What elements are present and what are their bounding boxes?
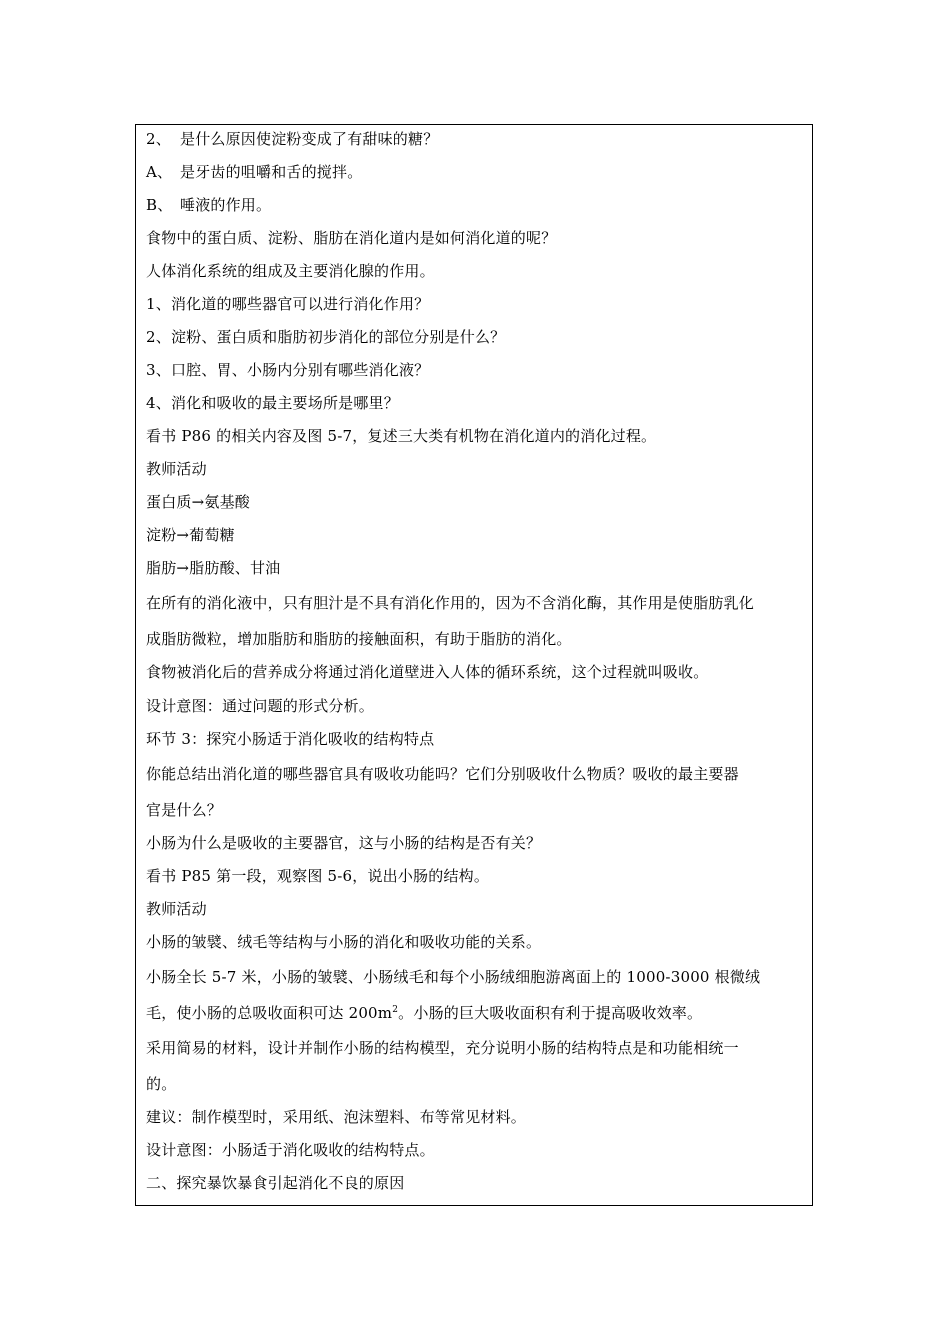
text-line: 官是什么？ — [146, 801, 223, 819]
text-line: 采用简易的材料，设计并制作小肠的结构模型，充分说明小肠的结构特点是和功能相统一 — [146, 1039, 739, 1057]
text-line: 3、口腔、胃、小肠内分别有哪些消化液？ — [146, 361, 430, 379]
text-line: B、 唾液的作用。 — [146, 196, 272, 214]
text-line: 食物中的蛋白质、淀粉、脂肪在消化道内是如何消化道的呢？ — [146, 229, 557, 247]
text-line: 2、淀粉、蛋白质和脂肪初步消化的部位分别是什么？ — [146, 328, 506, 346]
text-line: 食物被消化后的营养成分将通过消化道壁进入人体的循环系统，这个过程就叫吸收。 — [146, 663, 709, 681]
line-marker: 2、 — [146, 130, 171, 148]
text-line: 毛，使小肠的总吸收面积可达 $200m^2$。小肠的巨大吸收面积有利于提高吸收效率。 — [146, 1004, 703, 1022]
text-line: 教师活动 — [146, 900, 207, 918]
text-line: 在所有的消化液中，只有胆汁是不具有消化作用的，因为不含消化酶，其作用是使脂肪乳化 — [146, 594, 755, 612]
text-line: 看书 P86 的相关内容及图 5-7，复述三大类有机物在消化道内的消化过程。 — [146, 427, 657, 445]
text-line: 教师活动 — [146, 460, 207, 478]
text-line: 人体消化系统的组成及主要消化腺的作用。 — [146, 262, 435, 280]
text-line: 小肠为什么是吸收的主要器官，这与小肠的结构是否有关？ — [146, 834, 542, 852]
text-line: 蛋白质→氨基酸 — [146, 493, 250, 511]
text-line: 小肠的皱襞、绒毛等结构与小肠的消化和吸收功能的关系。 — [146, 933, 542, 951]
text-line: 小肠全长 5-7 米，小肠的皱襞、小肠绒毛和每个小肠绒细胞游离面上的 1000-3000 根微绒 — [146, 968, 761, 986]
text-line: 成脂肪微粒，增加脂肪和脂肪的接触面积，有助于脂肪的消化。 — [146, 630, 572, 648]
text-line: 1、消化道的哪些器官可以进行消化作用？ — [146, 295, 430, 313]
text-line: 2、 是什么原因使淀粉变成了有甜味的糖？ — [146, 130, 439, 148]
line-marker: B、 — [146, 196, 173, 214]
text-line: 环节 3：探究小肠适于消化吸收的结构特点 — [146, 730, 435, 748]
text-line: 脂肪→脂肪酸、甘油 — [146, 559, 281, 577]
text-line: 的。 — [146, 1075, 177, 1093]
text-line: 建议：制作模型时，采用纸、泡沫塑料、布等常见材料。 — [146, 1108, 527, 1126]
line-marker: A、 — [146, 163, 173, 181]
text-line: 淀粉→葡萄糖 — [146, 526, 235, 544]
text-line: 设计意图：通过问题的形式分析。 — [146, 697, 375, 715]
text-line: A、 是牙齿的咀嚼和舌的搅拌。 — [146, 163, 363, 181]
text-line: 你能总结出消化道的哪些器官具有吸收功能吗？它们分别吸收什么物质？吸收的最主要器 — [146, 765, 739, 783]
text-line: 4、消化和吸收的最主要场所是哪里？ — [146, 394, 399, 412]
text-line: 二、探究暴饮暴食引起消化不良的原因 — [146, 1174, 405, 1192]
text-line: 设计意图：小肠适于消化吸收的结构特点。 — [146, 1141, 435, 1159]
text-line: 看书 P85 第一段，观察图 5-6，说出小肠的结构。 — [146, 867, 490, 885]
superscript: 2 — [392, 1005, 399, 1015]
